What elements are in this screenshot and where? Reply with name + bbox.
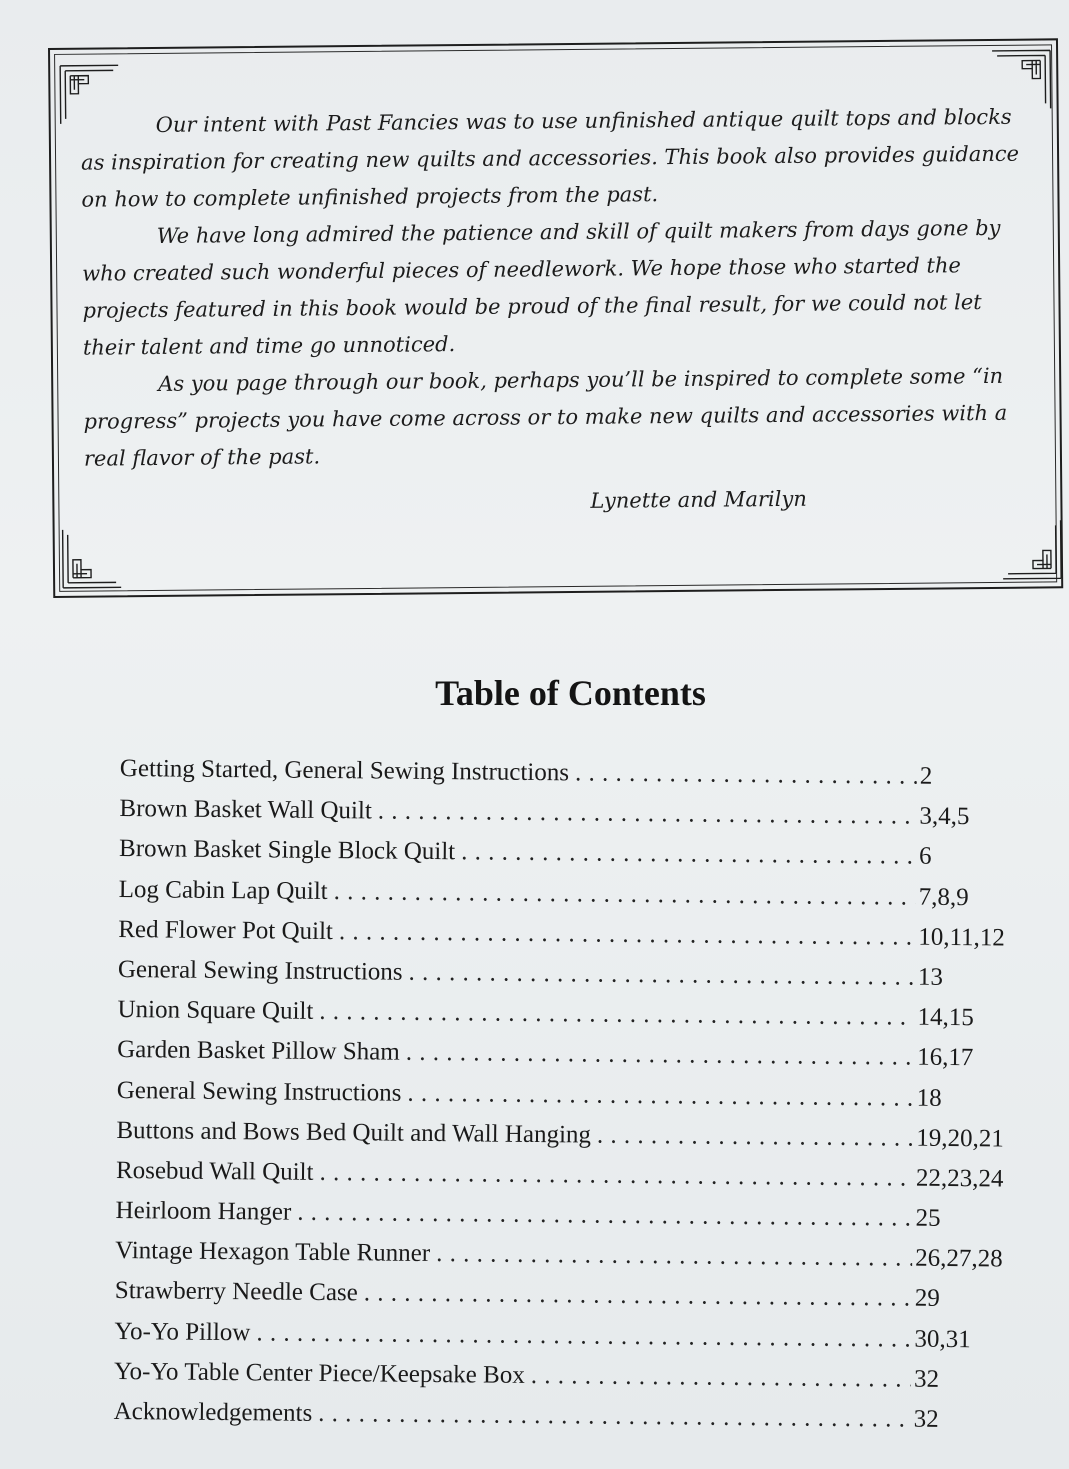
toc-entry-title: Rosebud Wall Quilt: [115, 1156, 314, 1186]
toc-entry: [113, 1398, 1003, 1447]
dot-leader: [364, 1280, 912, 1313]
toc-entry-pages: 6: [918, 843, 932, 871]
dot-leader: [531, 1362, 912, 1394]
dot-leader: [461, 839, 916, 871]
toc-entry-pages: 2: [919, 762, 933, 790]
toc-title: Table of Contents: [435, 673, 706, 713]
dot-leader: [407, 1079, 914, 1112]
toc-entry-pages: 30,31: [914, 1325, 971, 1353]
toc-entry-title: Red Flower Pot Quilt: [118, 915, 334, 945]
toc-entry-title: General Sewing Instructions: [117, 955, 403, 986]
greek-key-corner-icon: [1001, 518, 1064, 581]
toc-entry-title: Strawberry Needle Case: [114, 1277, 358, 1307]
toc-entry-pages: 14,15: [917, 1003, 974, 1032]
toc-entry-pages: 26,27,28: [915, 1244, 1003, 1273]
intro-frame: [48, 38, 1063, 598]
toc-entry-pages: 18: [916, 1084, 942, 1112]
toc-list: [113, 755, 1010, 1447]
toc-entry-title: Getting Started, General Sewing Instructions: [119, 755, 570, 787]
toc-entry-pages: 10,11,12: [918, 923, 1005, 952]
dot-leader: [406, 1039, 915, 1072]
intro-paragraph: Our intent with Past Fancies was to use unfinished antique quilt tops and blocks as inspiration for creating new quilts and accessories. This book also provides guidance on how to complete unfinished projects from the past.: [80, 104, 1020, 212]
toc-entry-pages: 29: [914, 1285, 940, 1313]
toc-entry-title: Yo-Yo Pillow: [114, 1317, 251, 1346]
dot-leader: [575, 759, 917, 790]
intro-paragraph: We have long admired the patience and skill of quilt makers from days gone by who created such wonderful pieces of needlework. We hope those who started the projects featured in this book would be proud of the final result, for we could not let their talent and time go unnoticed.: [82, 215, 1001, 360]
dot-leader: [339, 918, 916, 952]
toc-entry-title: Acknowledgements: [113, 1397, 313, 1427]
toc-entry-pages: 22,23,24: [915, 1164, 1004, 1193]
toc-entry-title: Log Cabin Lap Quilt: [118, 875, 328, 905]
dot-leader: [319, 1159, 913, 1193]
dot-leader: [334, 878, 916, 912]
toc-entry-pages: 7,8,9: [918, 883, 969, 911]
toc-entry-pages: 25: [915, 1204, 941, 1232]
dot-leader: [256, 1319, 911, 1353]
toc-entry-title: Vintage Hexagon Table Runner: [115, 1237, 431, 1268]
intro-paragraph: As you page through our book, perhaps you’ll be inspired to complete some “in progress” projects you have come across or to make new quilts and accessories with a real flavor of the past.: [83, 363, 1008, 471]
dot-leader: [436, 1240, 912, 1273]
greek-key-corner-icon: [61, 527, 124, 590]
dot-leader: [319, 998, 914, 1032]
toc-entry-pages: 32: [913, 1405, 939, 1433]
toc-entry-pages: 32: [913, 1365, 940, 1393]
dot-leader: [378, 798, 917, 831]
toc-entry-title: Buttons and Bows Bed Quilt and Wall Hanging: [116, 1116, 592, 1149]
toc-entry-pages: 3,4,5: [919, 802, 970, 831]
toc-entry-title: Brown Basket Single Block Quilt: [118, 835, 456, 866]
toc-entry-title: Brown Basket Wall Quilt: [119, 795, 372, 825]
toc-entry-title: Yo-Yo Table Center Piece/Keepsake Box: [113, 1357, 525, 1389]
dot-leader: [318, 1400, 911, 1434]
toc-entry-pages: 13: [917, 963, 944, 991]
toc-entry-pages: 16,17: [917, 1043, 974, 1072]
intro-text: [81, 99, 1039, 478]
toc-entry-title: Heirloom Hanger: [115, 1197, 292, 1226]
toc-entry-title: Union Square Quilt: [117, 996, 314, 1025]
dot-leader: [297, 1199, 913, 1233]
dot-leader: [597, 1121, 914, 1152]
toc-entry-title: General Sewing Instructions: [116, 1076, 402, 1107]
toc-entry-title: Garden Basket Pillow Sham: [117, 1036, 400, 1067]
dot-leader: [408, 959, 915, 992]
toc-entry-pages: 19,20,21: [916, 1124, 1004, 1153]
signature: Lynette and Marilyn: [590, 486, 807, 513]
